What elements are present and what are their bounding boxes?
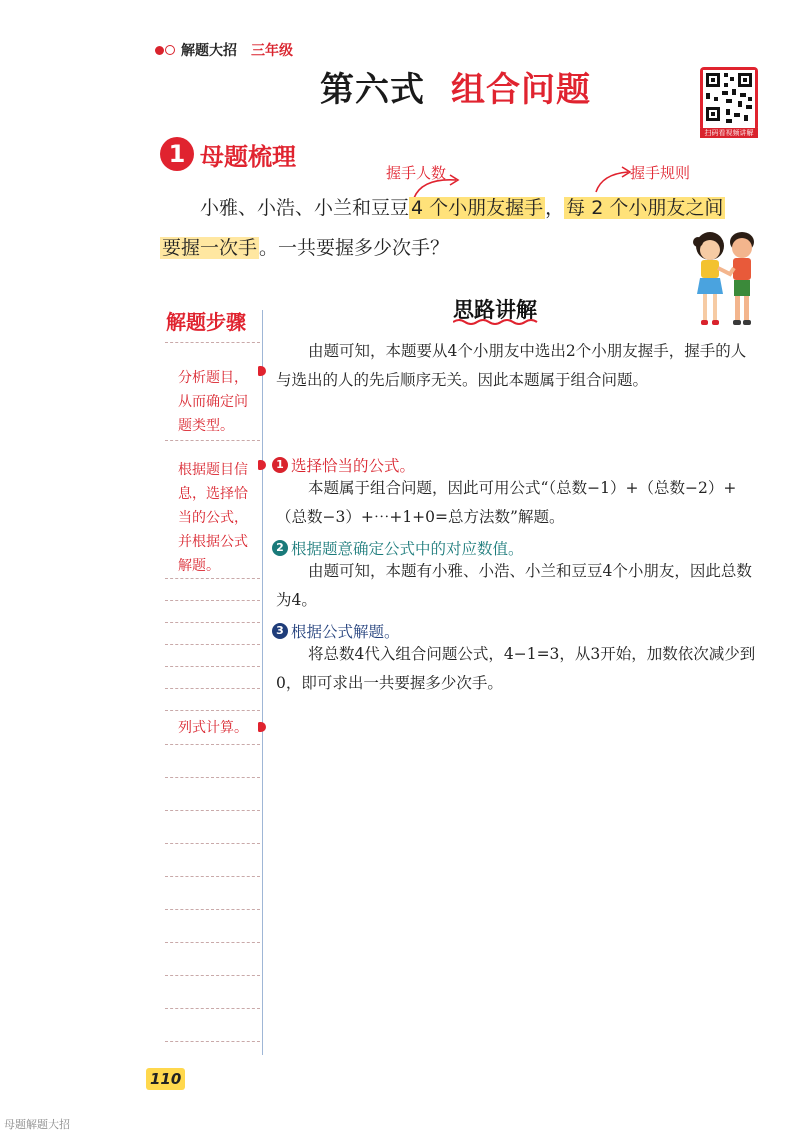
step-formula: 根据题目信息，选择恰当的公式，并根据公式解题。 bbox=[178, 462, 248, 574]
subheading-2 bbox=[272, 537, 524, 559]
qr-caption: 扫码看视频讲解 bbox=[700, 128, 758, 138]
explanation-step3: 将总数4代入组合问题公式，4−1=3，从3开始，加数依次减少到0，即可求出一共要握多少次手。 bbox=[276, 645, 756, 692]
step-marker bbox=[258, 722, 266, 732]
number-badge: 3 bbox=[272, 623, 288, 639]
divider bbox=[165, 710, 260, 711]
divider bbox=[165, 876, 260, 877]
problem-part: 小雅、小浩、小兰和豆豆 bbox=[200, 197, 410, 219]
divider bbox=[165, 909, 260, 910]
ring-icon bbox=[165, 45, 175, 55]
subheading-text: 根据题意确定公式中的对应数值。 bbox=[291, 540, 524, 558]
page-number: 110 bbox=[146, 1068, 185, 1090]
footer-label: 母题解题大招 bbox=[4, 1118, 70, 1131]
title-topic: 组合问题 bbox=[451, 70, 591, 110]
divider bbox=[165, 810, 260, 811]
title-number: 第六式 bbox=[320, 70, 425, 110]
divider bbox=[165, 843, 260, 844]
highlight-rule: 每 2 个小朋友之间 bbox=[566, 197, 724, 219]
annotation-handshake-rule: 握手规则 bbox=[630, 164, 691, 182]
qr-code-icon[interactable] bbox=[700, 64, 758, 134]
divider bbox=[165, 600, 260, 601]
problem-text bbox=[160, 188, 760, 268]
divider bbox=[165, 622, 260, 623]
sidebar-divider bbox=[262, 310, 263, 1055]
section-badge: 1 bbox=[160, 137, 194, 171]
wave-underline bbox=[453, 318, 543, 326]
divider bbox=[165, 1041, 260, 1042]
subheading-3 bbox=[272, 620, 400, 642]
dot-icon bbox=[155, 46, 164, 55]
divider bbox=[165, 578, 260, 579]
book-name: 解题大招 bbox=[181, 43, 237, 59]
subheading-1 bbox=[272, 454, 415, 476]
divider bbox=[165, 1008, 260, 1009]
explanation-title: 思路讲解 bbox=[453, 298, 537, 322]
divider bbox=[165, 666, 260, 667]
number-badge: 2 bbox=[272, 540, 288, 556]
highlight-rule-end: 要握一次手 bbox=[162, 237, 258, 259]
step-calculate: 列式计算。 bbox=[178, 720, 248, 736]
section-title: 母题梳理 bbox=[200, 143, 296, 171]
divider bbox=[165, 777, 260, 778]
divider bbox=[165, 688, 260, 689]
step-analyze: 分析题目，从而确定问题类型。 bbox=[178, 370, 248, 434]
divider bbox=[165, 744, 260, 745]
sidebar-title: 解题步骤 bbox=[166, 310, 246, 334]
explanation-step2: 由题可知，本题有小雅、小浩、小兰和豆豆4个小朋友，因此总数为4。 bbox=[276, 562, 752, 609]
step-marker bbox=[258, 460, 266, 470]
divider bbox=[165, 440, 260, 441]
subheading-text: 根据公式解题。 bbox=[291, 623, 400, 641]
book-header bbox=[155, 40, 293, 60]
children-shaking-hands-illustration bbox=[690, 228, 762, 330]
number-badge: 1 bbox=[272, 457, 288, 473]
divider bbox=[165, 342, 260, 343]
highlight-count: 4 个小朋友握手 bbox=[411, 197, 544, 219]
subheading-text: 选择恰当的公式。 bbox=[291, 457, 416, 475]
page-title bbox=[320, 62, 591, 111]
step-marker bbox=[258, 366, 266, 376]
divider bbox=[165, 975, 260, 976]
explanation-intro: 由题可知，本题要从4个小朋友中选出2个小朋友握手，握手的人与选出的人的先后顺序无关。因此本题属于组合问题。 bbox=[276, 342, 747, 389]
annotation-handshake-count: 握手人数 bbox=[386, 164, 447, 182]
explanation-step1: 本题属于组合问题，因此可用公式“（总数−1）+（总数−2）+（总数−3）+⋯+1+0=总方法数”解题。 bbox=[276, 479, 737, 526]
divider bbox=[165, 942, 260, 943]
grade-label: 三年级 bbox=[251, 43, 293, 59]
divider bbox=[165, 644, 260, 645]
problem-question: 。一共要握多少次手？ bbox=[259, 237, 450, 259]
problem-part: ， bbox=[545, 197, 565, 219]
